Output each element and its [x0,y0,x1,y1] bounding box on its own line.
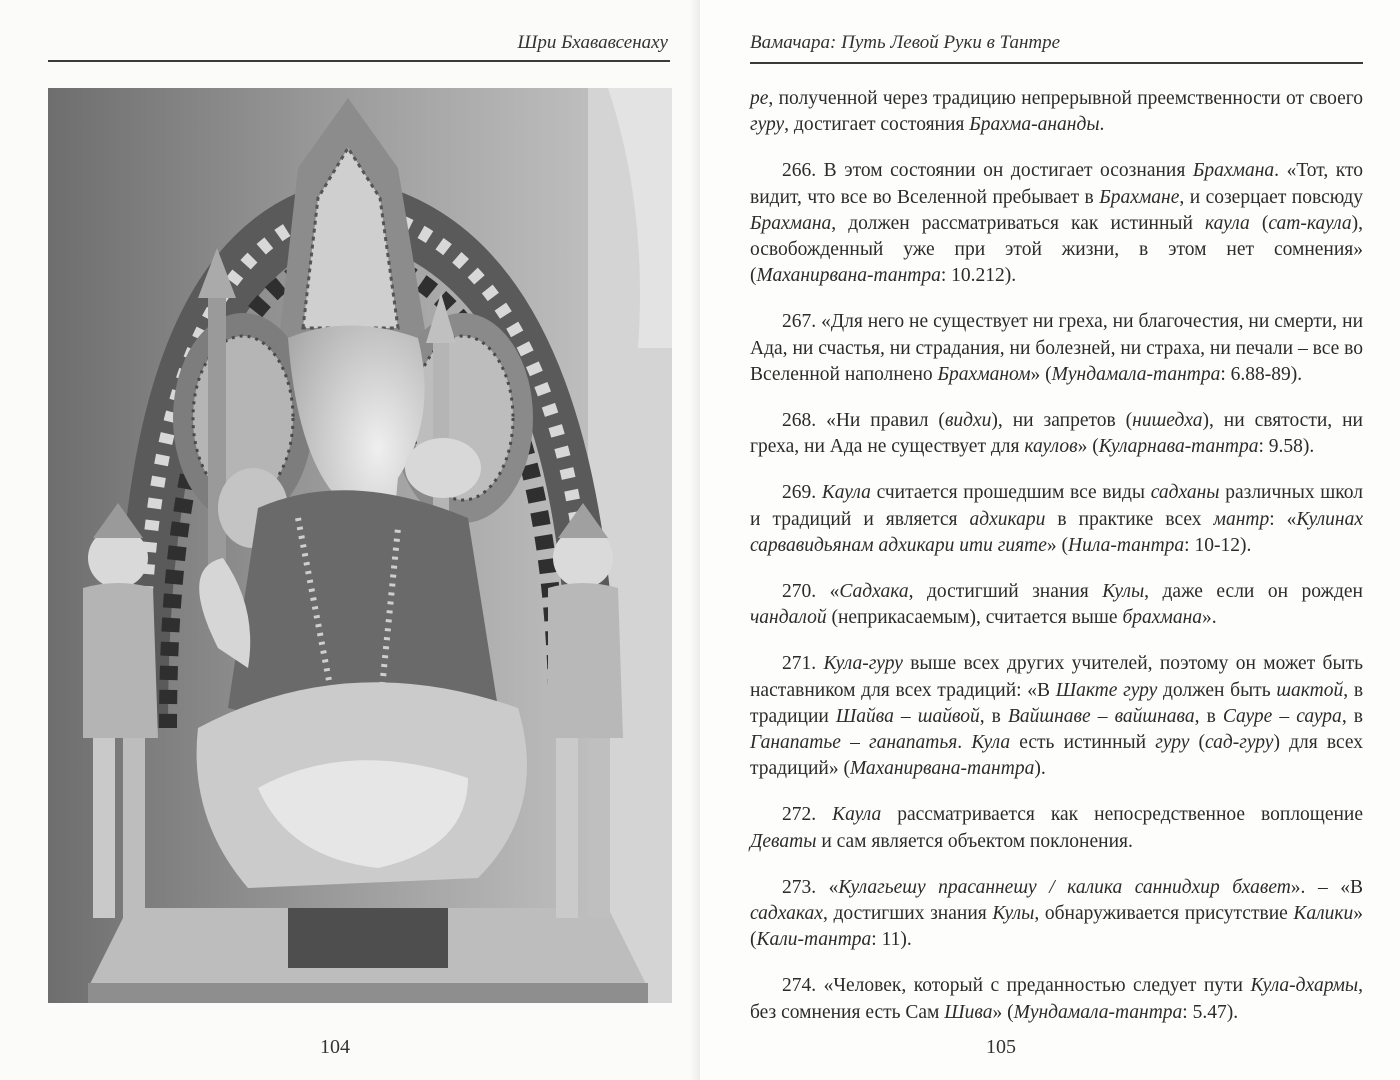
text-run: » ( [1030,363,1052,385]
text-run: : 9.58). [1258,436,1315,458]
italic-term: Маханирвана-тантра [756,265,941,287]
paragraph [750,408,1363,460]
text-run: , даже если он рожден [1144,581,1363,603]
text-run: ( [1249,212,1269,234]
italic-term: Вайшнаве [1007,705,1091,727]
text-run: , достигших знания [822,903,993,925]
text-run: , в [1341,705,1363,727]
text-run: 271. [782,653,824,675]
italic-term: сат-каула [1268,212,1352,234]
italic-term: Шайва [835,705,894,727]
text-run: должен быть [1157,679,1277,701]
header-rule [48,60,670,62]
text-run: 272. [782,804,833,826]
text-run: – [893,705,918,727]
text-run: ), ни святости, ни греха, ни Ада не существует для [750,410,1363,458]
text-run: ». – «В [1290,876,1363,898]
italic-term: вайшнава [1114,705,1195,727]
text-run: есть истинный [1010,732,1156,754]
italic-term: Шива [944,1001,993,1023]
text-run: . «Тот, кто видит, что все во Вселенной пребывает в [750,160,1363,208]
paragraph [750,802,1363,854]
body-text [750,86,1363,1046]
text-run: в практике всех [1045,508,1214,530]
italic-term: гуру [750,114,785,136]
text-run: , в [979,705,1008,727]
paragraph [750,86,1363,138]
text-run: , достигший знания [908,581,1103,603]
text-run: 268. «Ни правил ( [782,410,945,432]
italic-term: Кали-тантра [756,929,872,951]
page-number-right: 105 [986,1036,1016,1058]
italic-term: садханы [1150,482,1220,504]
italic-term: Брахмана [1192,160,1275,182]
italic-term: брахмана [1122,607,1203,629]
italic-term: Брахмана [750,212,832,234]
italic-term: шайвой [917,705,980,727]
italic-term: Каула [832,804,882,826]
paragraph [750,158,1363,289]
italic-term: Кула-дхармы [1250,975,1359,997]
text-run: : 10.212). [940,265,1017,287]
italic-term: садхаках [750,903,823,925]
italic-term: Калики [1293,903,1354,925]
italic-term: Брахма-ананды [969,114,1100,136]
paragraph [750,651,1363,782]
italic-term: Садхака [839,581,909,603]
text-run: » ( [992,1001,1014,1023]
text-run: : 5.47). [1182,1001,1239,1023]
paragraph [750,579,1363,631]
text-run: , полученной через традицию непрерывной преемственности от своего [768,88,1363,109]
italic-term: Мундамала-тантра [1013,1001,1183,1023]
header-rule [750,62,1363,64]
text-run: считается прошедшим все виды [870,482,1151,504]
text-run: ), ни запретов ( [991,410,1133,432]
text-run: , без сомнения есть Сам [750,975,1363,1023]
text-run: : 11). [871,929,912,951]
text-run: – [840,732,869,754]
text-run: , должен рассматриваться как истинный [831,212,1206,234]
text-run: и сам является объектом поклонения. [816,830,1133,852]
text-run: » ( [1077,436,1099,458]
text-run: различных школ и традиций и является [750,482,1363,530]
ganesha-statue-photo [48,88,672,1003]
italic-term: Сауре [1222,705,1273,727]
italic-term: Шакте гуру [1055,679,1158,701]
page-number-left: 104 [320,1036,350,1058]
italic-term: ганапатья [868,732,958,754]
text-run: ». [1202,607,1217,629]
text-run: рассматривается как непосредственное воплощение [881,804,1363,826]
italic-term: Кулагьешу прасаннешу / калика саннидхир бхавет [838,876,1291,898]
italic-term: Кулы [992,903,1035,925]
running-head-left: Шри Бхававсенаху [517,32,668,53]
italic-term: каулов [1024,436,1078,458]
paragraph [750,309,1363,388]
italic-term: Куларнава-тантра [1098,436,1259,458]
text-run: . [1099,114,1105,136]
italic-term: Кулы [1102,581,1145,603]
running-head-right: Вамачара: Путь Левой Руки в Тантре [750,32,1061,53]
text-run: 269. [782,482,822,504]
italic-term: саура [1296,705,1342,727]
paragraph [750,973,1363,1025]
italic-term: Брахманом [937,363,1031,385]
italic-term: Деваты [750,830,817,852]
italic-term: каула [1205,212,1250,234]
text-run: выше всех других учителей, поэтому он может быть наставником для всех традиций: «В [750,653,1363,701]
text-run: : 10-12). [1184,534,1252,556]
text-run: » ( [750,903,1363,951]
text-run: 266. В этом состоянии он достигает осознания [782,160,1193,182]
italic-term: гуру [1155,732,1190,754]
italic-term: Кулинах сарвавидьянам адхикари ити гияте [750,508,1363,556]
italic-term: Маханирвана-тантра [849,758,1035,780]
italic-term: Ганапатье [750,732,841,754]
italic-term: Нила-тантра [1068,534,1185,556]
text-run: , в традиции [750,679,1364,727]
italic-term: видхи [944,410,992,432]
italic-term: Кула [971,732,1011,754]
italic-term: сад-гуру [1205,732,1274,754]
italic-term: ре [750,88,769,109]
text-run: : 6.88-89). [1220,363,1303,385]
text-run: , обнаруживается присутствие [1034,903,1294,925]
text-run: . [957,732,972,754]
text-run: 274. «Человек, который с преданностью следует пути [782,975,1251,997]
text-run: ( [1189,732,1206,754]
text-run: , и созерцает повсюду [1179,186,1363,208]
italic-term: Мундамала-тантра [1051,363,1221,385]
italic-term: адхикари [969,508,1046,530]
paragraph [750,875,1363,954]
italic-term: Брахмане [1099,186,1180,208]
italic-term: Кула-гуру [823,653,903,675]
italic-term: Каула [821,482,871,504]
text-run: , достигает состояния [784,114,970,136]
text-run: – [1090,705,1115,727]
text-run: (неприкасаемым), считается выше [826,607,1123,629]
text-run: 273. « [782,876,839,898]
italic-term: мантр [1213,508,1270,530]
text-run: – [1272,705,1297,727]
text-run: 267. «Для него не существует ни греха, ни благочестия, ни смерти, ни Ада, ни счастья, ни страдания, ни болезней, ни страха, ни печали – все во Вселенной наполнено [750,311,1363,385]
italic-term: шактой [1276,679,1344,701]
text-run: , в [1194,705,1223,727]
text-run: : « [1269,508,1297,530]
italic-term: чандалой [750,607,827,629]
text-run: ) для всех традиций» ( [750,732,1364,780]
right-page [700,0,1400,1080]
text-run: 270. « [782,581,840,603]
text-run: » ( [1046,534,1069,556]
text-run: ), освобожденный уже при этой жизни, в этом нет сомнения» ( [750,212,1363,287]
text-run: ). [1034,758,1046,780]
italic-term: нишедха [1132,410,1203,432]
paragraph [750,480,1363,559]
